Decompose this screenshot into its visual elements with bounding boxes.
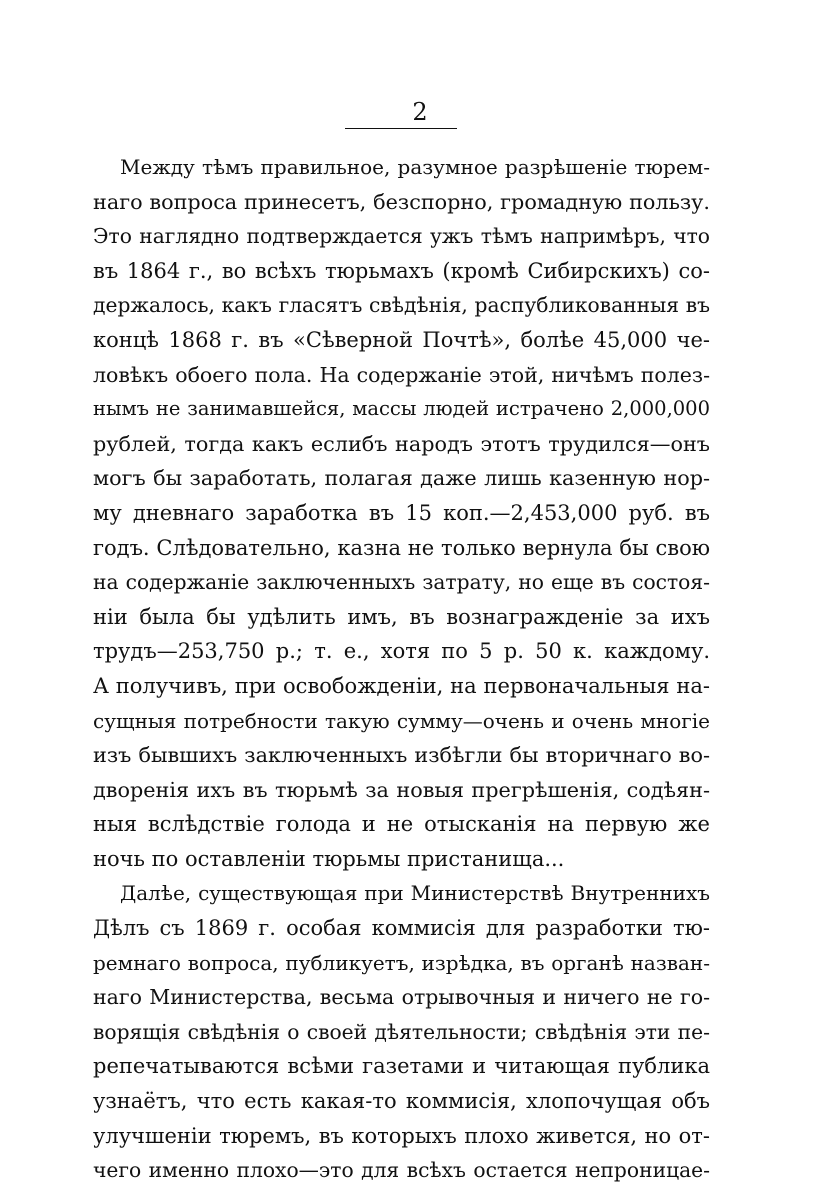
text-line: ловѣкъ обоего пола. На содержаніе этой, ничѣмъ полез- xyxy=(93,362,710,387)
text-line: дворенія ихъ въ тюрьмѣ за новыя прегрѣшенія, содѣян- xyxy=(93,777,710,802)
text-line: наго Министерства, весьма отрывочныя и ничего не го- xyxy=(93,985,710,1010)
text-line: на содержаніе заключенныхъ затрату, но еще въ состоя- xyxy=(93,570,710,595)
text-line: нымъ не занимавшейся, массы людей истрачено 2,000,000 xyxy=(93,397,710,421)
text-line: трудъ—253,750 р.; т. е., хотя по 5 р. 50 к. каждому. xyxy=(93,639,710,664)
text-line: ніи была бы удѣлить имъ, въ вознагражденіе за ихъ xyxy=(93,604,710,629)
header-rule xyxy=(345,128,457,129)
text-line: рублей, тогда какъ еслибъ народъ этотъ трудился—онъ xyxy=(93,431,710,456)
text-line: изъ бывшихъ заключенныхъ избѣгли бы вторичнаго во- xyxy=(93,743,710,768)
text-line: улучшеніи тюремъ, въ которыхъ плохо живется, но от- xyxy=(93,1123,710,1148)
text-line: узнаётъ, что есть какая-то коммисія, хлопочущая объ xyxy=(93,1089,710,1114)
body-text xyxy=(93,150,710,1188)
paragraph-1 xyxy=(93,150,710,876)
text-line: концѣ 1868 г. въ «Сѣверной Почтѣ», болѣе 45,000 че- xyxy=(93,327,710,352)
text-line: годъ. Слѣдовательно, казна не только вернула бы свою xyxy=(93,535,710,560)
text-line: Далѣе, существующая при Министерствѣ Внутреннихъ xyxy=(120,881,710,906)
text-line: чего именно плохо—это для всѣхъ остается непроницае- xyxy=(93,1158,710,1183)
text-line: ночь по оставленіи тюрьмы пристанища... xyxy=(93,846,565,871)
text-line: му дневнаго заработка въ 15 коп.—2,453,000 руб. въ xyxy=(93,500,710,525)
text-line: ворящія свѣдѣнія о своей дѣятельности; свѣдѣнія эти пе- xyxy=(93,1019,710,1044)
text-line: репечатываются всѣми газетами и читающая публика xyxy=(93,1054,710,1079)
text-line: Это наглядно подтверждается ужъ тѣмъ напримѣръ, что xyxy=(93,224,710,249)
text-line: могъ бы заработать, полагая даже лишь казенную нор- xyxy=(93,466,710,491)
text-line: ремнаго вопроса, публикуетъ, изрѣдка, въ органѣ назван- xyxy=(93,950,710,975)
page-number: 2 xyxy=(412,98,428,126)
text-line: сущныя потребности такую сумму—очень и очень многіе xyxy=(93,708,710,733)
paragraph-2 xyxy=(93,876,710,1187)
text-line: наго вопроса принесетъ, безспорно, громадную пользу. xyxy=(93,189,710,214)
text-line: держалось, какъ гласятъ свѣдѣнія, распубликованныя въ xyxy=(93,293,710,318)
text-line: въ 1864 г., во всѣхъ тюрьмахъ (кромѣ Сибирскихъ) со- xyxy=(93,258,710,283)
text-line: ныя вслѣдствіе голода и не отысканія на первую же xyxy=(93,812,710,837)
text-line: Дѣлъ съ 1869 г. особая коммисія для разработки тю- xyxy=(93,916,710,941)
text-line: А получивъ, при освобожденіи, на первоначальныя на- xyxy=(93,673,710,698)
text-line: Между тѣмъ правильное, разумное разрѣшеніе тюрем- xyxy=(120,155,710,179)
